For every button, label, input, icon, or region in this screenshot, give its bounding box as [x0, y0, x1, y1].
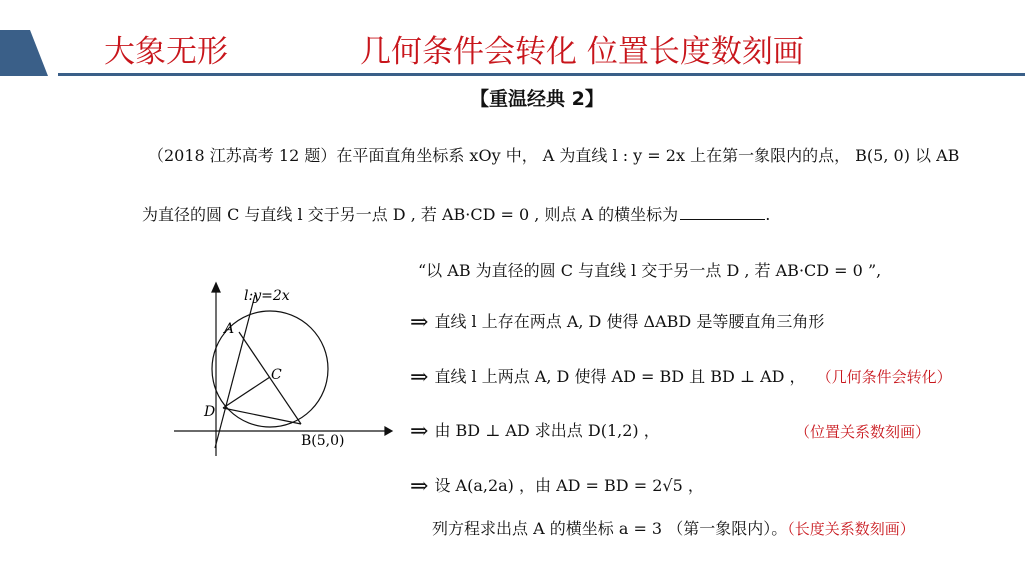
answer-blank: [680, 207, 765, 220]
step-2-note: （几何条件会转化）: [816, 368, 952, 386]
implies-arrow-icon: ⇒: [410, 419, 429, 444]
point-d-label: D: [204, 404, 216, 420]
implies-arrow-icon: ⇒: [410, 474, 429, 499]
geometry-diagram: [170, 280, 395, 460]
problem-line-2-text: 为直径的圆 C 与直线 l 交于另一点 D , 若 AB·CD = 0 , 则点 A 的横坐标为: [142, 205, 679, 224]
implies-arrow-icon: ⇒: [410, 310, 429, 335]
step-3-text: 由 BD ⊥ AD 求出点 D(1,2) ，: [434, 421, 660, 440]
step-3: [410, 418, 660, 444]
step-4: [410, 473, 704, 499]
step-4-text: 设 A(a,2a) ，由 AD = BD = 2√5 ，: [434, 476, 704, 495]
title-left: 大象无形: [104, 34, 228, 70]
problem-line-2: [142, 202, 770, 225]
x-axis-arrow-icon: [385, 427, 392, 435]
step-2: [410, 364, 952, 390]
y-axis-arrow-icon: [212, 283, 220, 292]
segment-ab: [239, 332, 301, 424]
implies-arrow-icon: ⇒: [410, 365, 429, 390]
line-l: [215, 295, 255, 448]
step-2-text: 直线 l 上两点 A, D 使得 AD = BD 且 BD ⊥ AD ，: [434, 367, 806, 386]
section-subtitle: 【重温经典 2】: [470, 88, 604, 110]
point-a-label: A: [224, 321, 235, 337]
header-rule: [58, 73, 1025, 76]
problem-line-1: （2018 江苏高考 12 题）在平面直角坐标系 xOy 中， A 为直线 l : y = 2x 上在第一象限内的点， B(5, 0) 以 AB: [148, 146, 960, 165]
segment-db: [223, 408, 301, 424]
title-right: 几何条件会转化 位置长度数刻画: [360, 34, 804, 70]
step-5: [432, 516, 915, 539]
corner-decoration: [0, 30, 48, 76]
step-5-text: 列方程求出点 A 的横坐标 a = 3 （第一象限内）。: [432, 519, 788, 538]
line-l-label: l:y=2x: [244, 288, 290, 304]
step-1-text: 直线 l 上存在两点 A, D 使得 ΔABD 是等腰直角三角形: [434, 312, 825, 331]
step-5-note: （长度关系数刻画）: [787, 520, 915, 538]
point-c-label: C: [271, 367, 282, 383]
problem-line-2-end: .: [765, 205, 771, 224]
step-1: [410, 309, 824, 335]
step-quote: “以 AB 为直径的圆 C 与直线 l 交于另一点 D , 若 AB·CD = 0 ”,: [418, 261, 882, 280]
step-3-note: （位置关系数刻画）: [795, 423, 931, 441]
point-b-label: B(5,0): [301, 433, 345, 449]
